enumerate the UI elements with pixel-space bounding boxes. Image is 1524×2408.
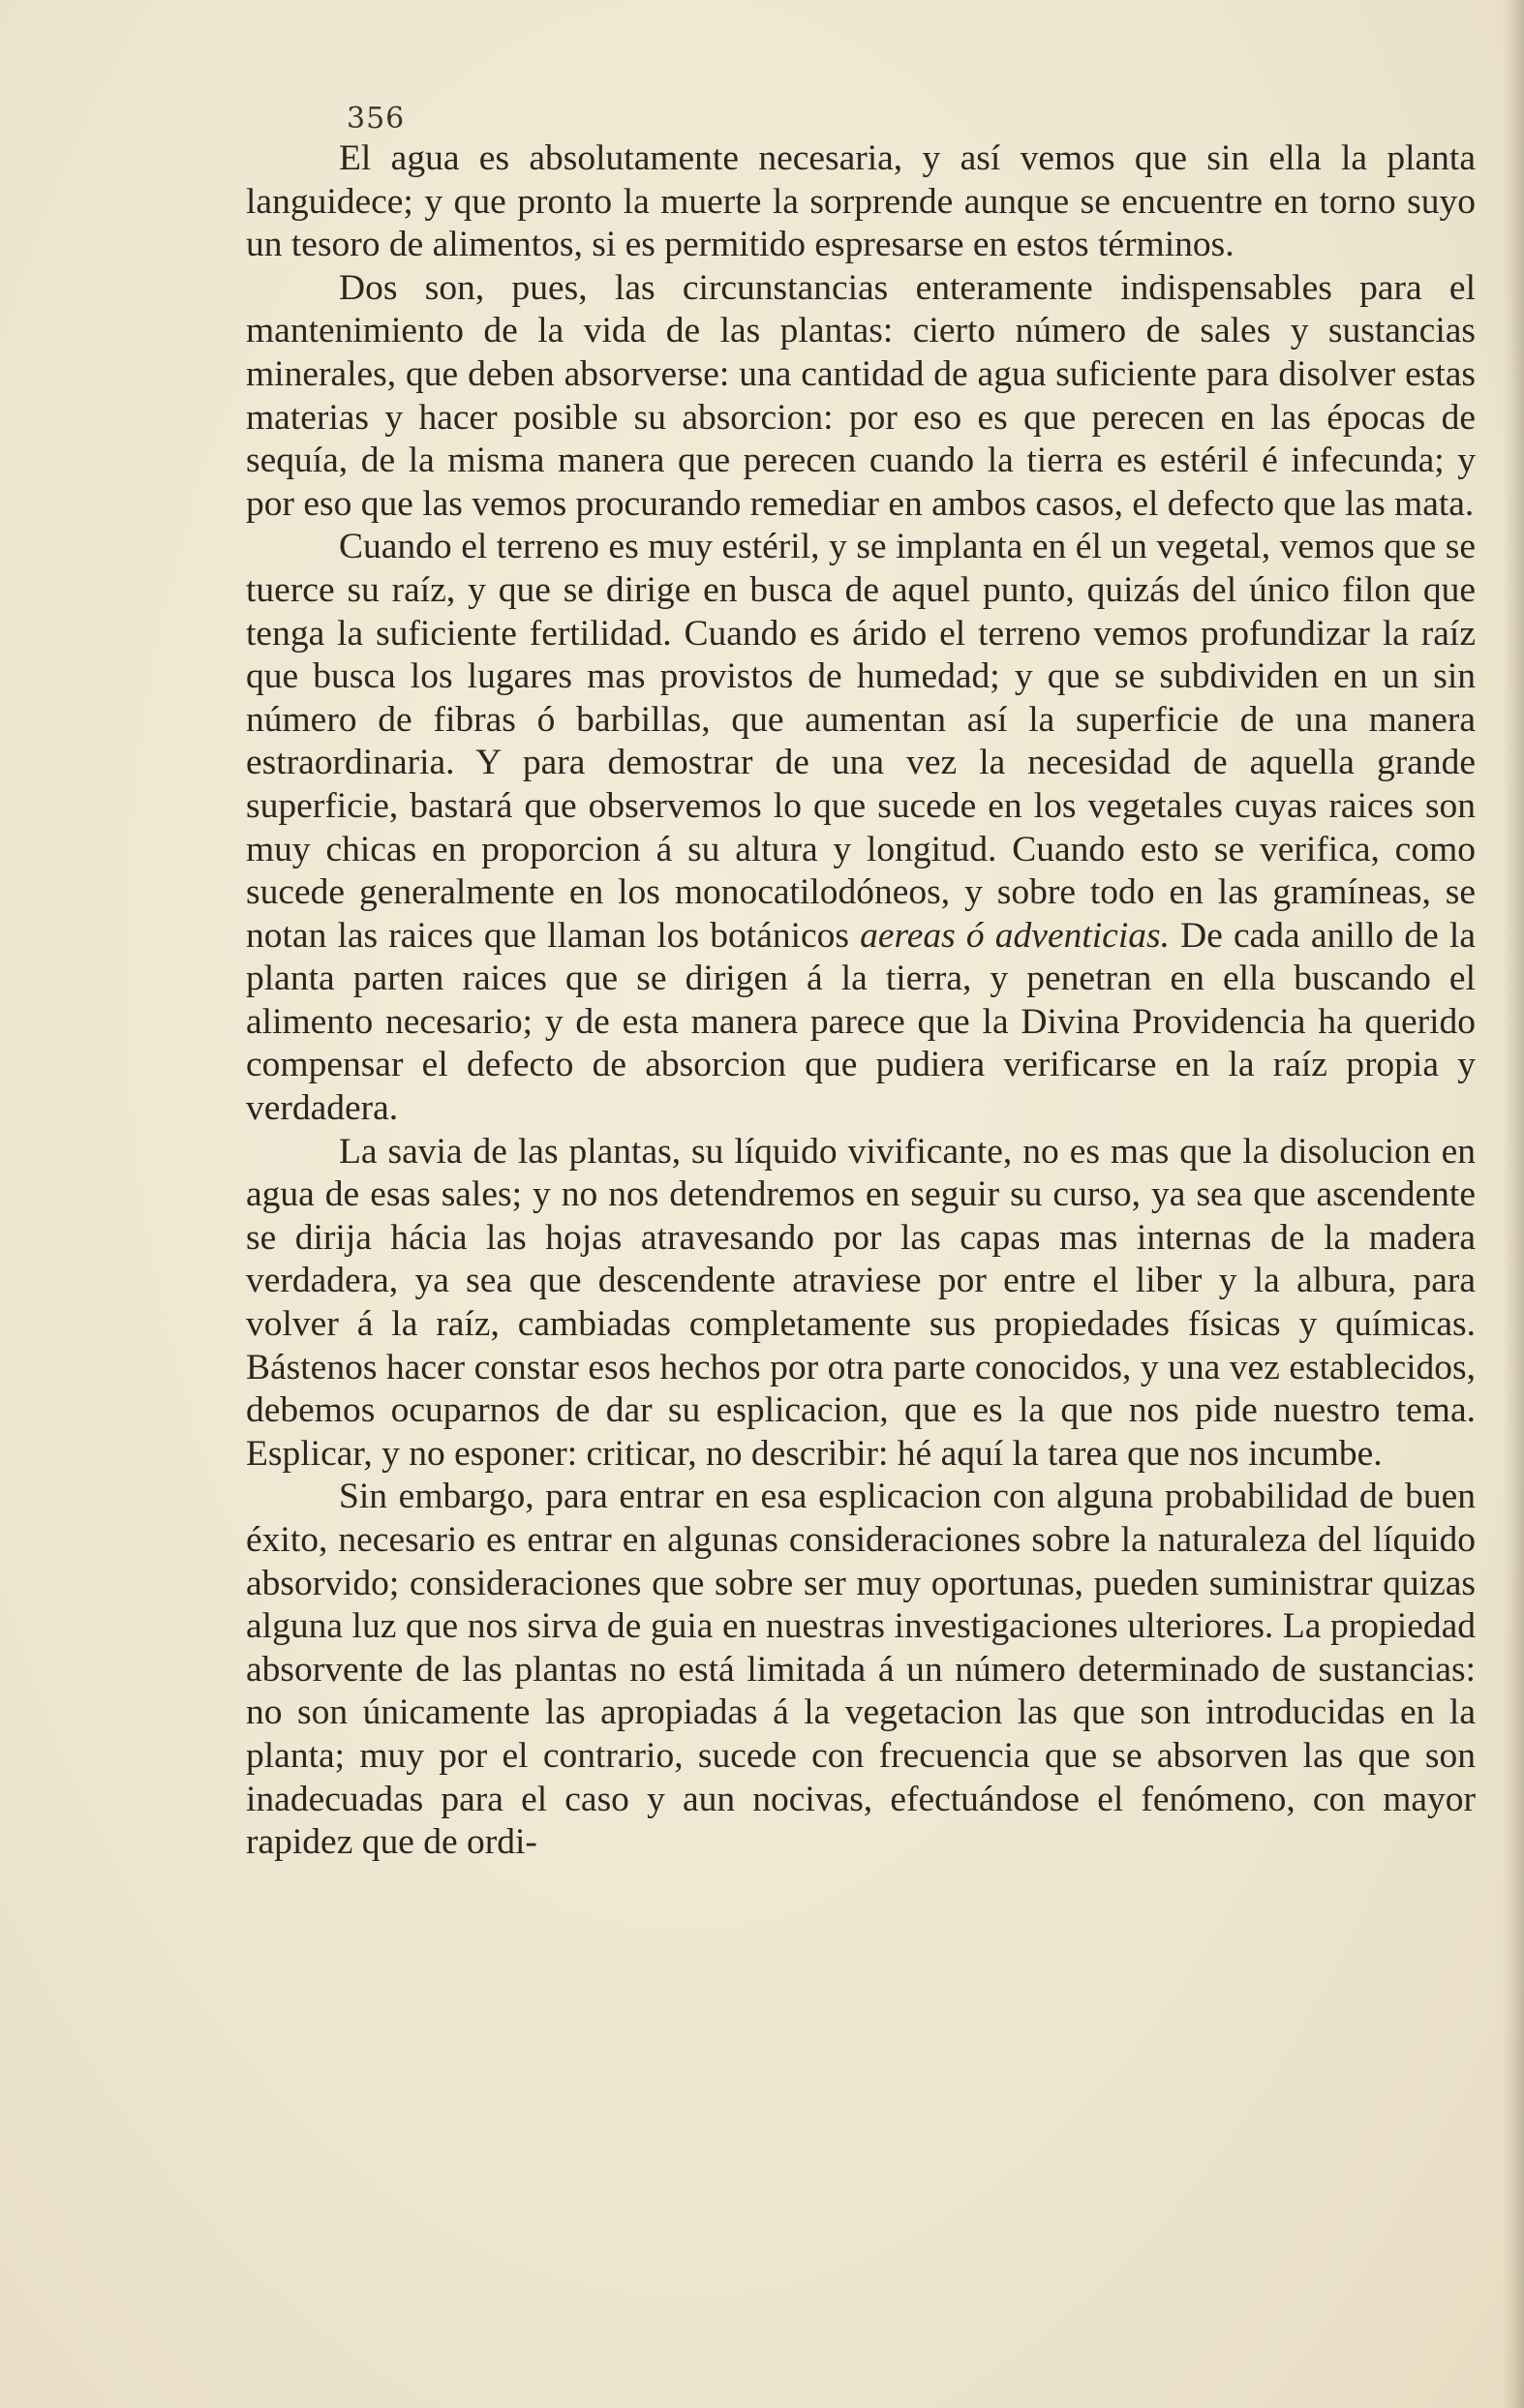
paragraph-3-text-before: Cuando el terreno es muy estéril, y se implanta en él un vegetal, vemos que se tuerce su raíz, y que se dirige en busca de aquel punto, quizás del único filon que tenga la suficiente fertilidad. Cuando es árido el terreno vemos profundizar la raíz que busca los lugares mas provistos de humedad; y que se subdividen en un sin número de fibras ó barbillas, que aumentan así la superficie de una manera estraordinaria. Y para demostrar de una vez la necesidad de aquella grande superficie, bastará que observemos lo que sucede en los vegetales cuyas raices son muy chicas en proporcion á su altura y longitud. Cuando esto se verifica, como sucede generalmente en los monocatilodóneos, y sobre todo en las gramíneas, se notan las raices que llaman los botánicos <box>246 527 1476 956</box>
body-text <box>246 137 1476 1865</box>
paragraph-5: Sin embargo, para entrar en esa esplicacion con alguna probabilidad de buen éxito, necesario es entrar en algunas consideraciones sobre la naturaleza del líquido absorvido; consideraciones que sobre ser muy oportunas, pueden suministrar quizas alguna luz que nos sirva de guia en nuestras investigaciones ulteriores. La propiedad absorvente de las plantas no está limitada á un número determinado de sustancias: no son únicamente las apropiadas á la vegetacion las que son introducidas en la planta; muy por el contrario, sucede con frecuencia que se absorven las que son inadecuadas para el caso y aun nocivas, efectuándose el fenómeno, con mayor rapidez que de ordi- <box>246 1477 1476 1863</box>
italic-term: aereas ó adventicias. <box>860 915 1170 956</box>
page-number: 356 <box>347 102 406 136</box>
paragraph-2: Dos son, pues, las circunstancias enteramente indispensables para el mantenimiento de la vida de las plantas: cierto número de sales y sustancias minerales, que deben absorverse: una cantidad de agua suficiente para disolver estas materias y hacer posible su absorcion: por eso es que perecen en las épocas de sequía, de la misma manera que perecen cuando la tierra es estéril é infecunda; y por eso que las vemos procurando remediar en ambos casos, el defecto que las mata. <box>246 267 1476 524</box>
paragraph-1: El agua es absolutamente necesaria, y así vemos que sin ella la planta languidece; y que pronto la muerte la sorprende aunque se encuentre en torno suyo un tesoro de alimentos, si es permitido espresarse en estos términos. <box>246 138 1476 265</box>
paragraph-3-text-after: De cada anillo de la planta parten raices que se dirigen á la tierra, y penetran en ella buscando el alimento necesario; y de esta manera parece que la Divina Providencia ha querido compensar el defecto de absorcion que pudiera verificarse en la raíz propia y verdadera. <box>246 915 1476 1129</box>
page-binding-shadow <box>1503 0 1524 2408</box>
paragraph-3 <box>246 526 1476 1130</box>
paragraph-4: La savia de las plantas, su líquido vivificante, no es mas que la disolucion en agua de esas sales; y no nos detendremos en seguir su curso, ya sea que ascendente se dirija hácia las hojas atravesando por las capas mas internas de la madera verdadera, ya sea que descendente atraviese por entre el liber y la albura, para volver á la raíz, cambiadas completamente sus propiedades físicas y químicas. Bástenos hacer constar esos hechos por otra parte conocidos, y una vez establecidos, debemos ocuparnos de dar su esplicacion, que es la que nos pide nuestro tema. Esplicar, y no esponer: criticar, no describir: hé aquí la tarea que nos incumbe. <box>246 1131 1476 1474</box>
